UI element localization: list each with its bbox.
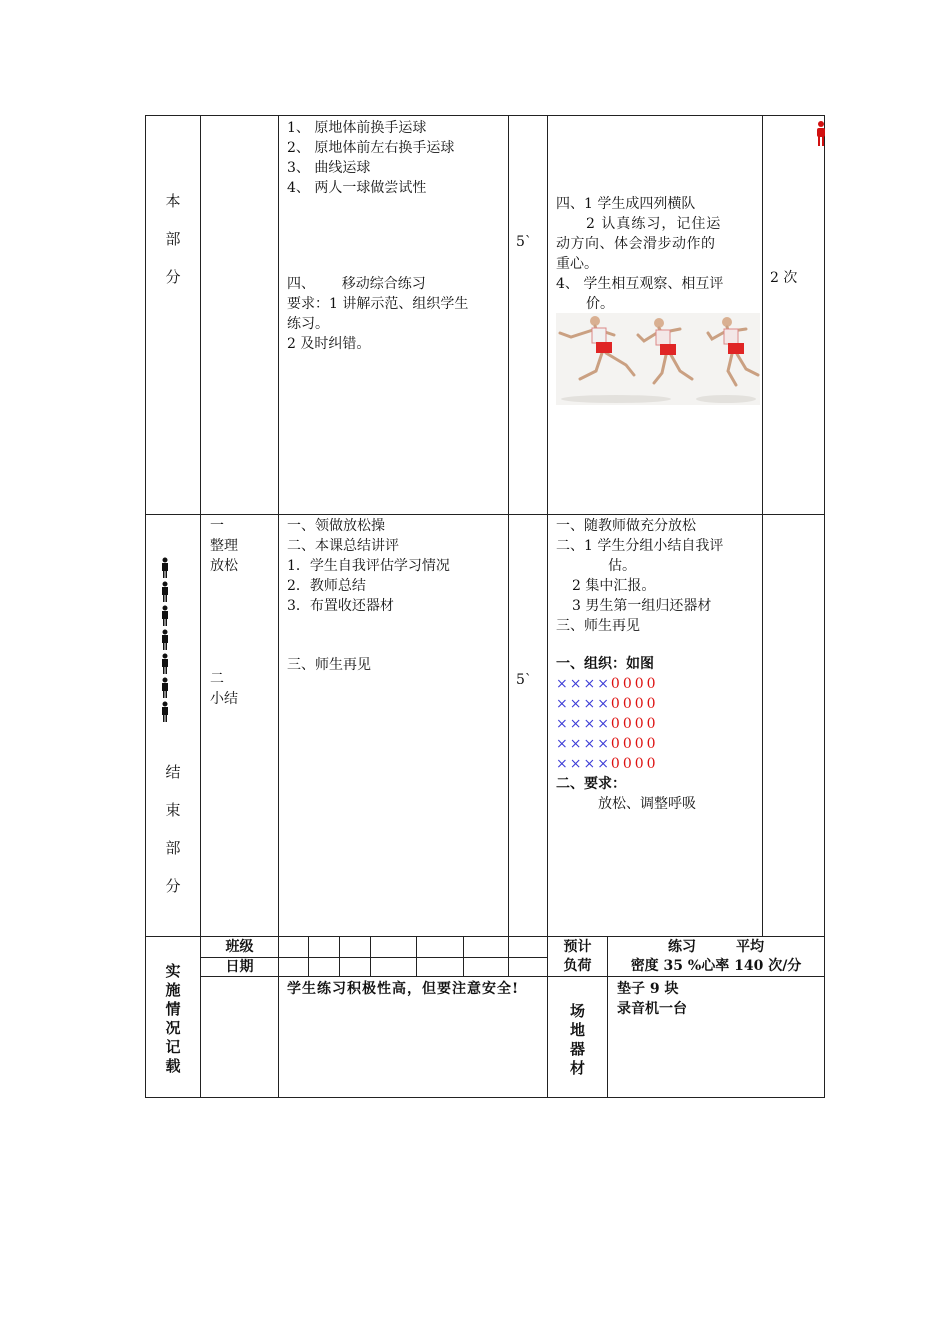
formation-zeros: 0000 (610, 696, 659, 712)
student-line: 二、1 学生分组小结自我评 (556, 538, 724, 554)
record-section-label (146, 962, 200, 1076)
col-divider-5 (762, 115, 763, 937)
label-char: 地 (569, 1021, 585, 1039)
student-line: 估。 (608, 558, 636, 574)
sub-label-line: 整理 (210, 538, 238, 554)
label-char: 材 (569, 1059, 585, 1077)
formation-zeros: 0000 (610, 736, 659, 752)
student-line: 3 男生第一组归还器材 (572, 598, 712, 614)
formation-row (556, 694, 696, 714)
load-line-1 (608, 938, 824, 957)
load-label-line: 预计 (563, 939, 592, 955)
org-line: 四、1 学生成四列横队 (556, 196, 696, 212)
class-grid-col (339, 936, 340, 977)
label-char: 场 (569, 1002, 585, 1020)
teacher-farewell: 三、师生再见 (287, 657, 371, 673)
person-icon (162, 702, 168, 723)
person-icon (162, 582, 168, 603)
formation-crosses: ×××× (556, 676, 611, 692)
label-char: 器 (569, 1040, 585, 1058)
formation-zeros: 0000 (610, 716, 659, 732)
sub-label-line: 放松 (210, 558, 238, 574)
student-figures-column (160, 557, 170, 731)
repetition-count: 2 次 (770, 270, 798, 286)
sub-label-line: 一 (210, 518, 224, 534)
requirement-line: 练习。 (287, 316, 329, 332)
content-line: 4、 两人一球做尝试性 (287, 180, 427, 196)
org-line: 价。 (586, 296, 614, 312)
org-line: 重心。 (556, 256, 598, 272)
equipment-list (617, 979, 687, 1019)
label-char: 本 (165, 192, 181, 210)
org-line: 4、 学生相互观察、相互评 (556, 276, 724, 292)
move-practice-block (287, 274, 468, 354)
org-heading: 一、组织：如图 (556, 656, 654, 672)
table-border-top (145, 115, 825, 116)
table-border-right (824, 115, 825, 1098)
load-label (548, 938, 607, 976)
row-divider-2 (145, 936, 825, 937)
teacher-line: 3．布置收还器材 (287, 598, 394, 614)
content-line: 1、 原地体前换手运球 (287, 120, 427, 136)
person-icon (162, 630, 168, 651)
person-icon (162, 558, 168, 579)
implementation-note: 学生练习积极性高，但要注意安全! (287, 981, 520, 997)
teacher-line: 2．教师总结 (287, 578, 366, 594)
label-char: 部 (165, 230, 181, 248)
formation-row (556, 714, 696, 734)
sub-label-summary (210, 669, 238, 709)
class-grid-col (508, 936, 509, 977)
equipment-item: 录音机一台 (617, 1001, 687, 1017)
expected-load (608, 938, 824, 976)
row-divider-1 (145, 514, 825, 515)
content-line: 2、 原地体前左右换手运球 (287, 140, 455, 156)
student-line: 三、师生再见 (556, 618, 640, 634)
formation-row (556, 734, 696, 754)
formation-crosses: ×××× (556, 696, 611, 712)
person-icons (160, 557, 170, 727)
formation-crosses: ×××× (556, 756, 611, 772)
person-icon (162, 654, 168, 675)
student-line: 2 集中汇报。 (572, 578, 656, 594)
sub-label-line: 小结 (210, 691, 238, 707)
requirement-line: 要求：1 讲解示范、组织学生 (287, 296, 469, 312)
main-organization (556, 194, 756, 314)
teacher-line: 一、领做放松操 (287, 518, 385, 534)
req-heading: 二、要求： (556, 776, 626, 792)
equipment-item: 垫子 9 块 (617, 981, 679, 997)
row-divider-3 (200, 976, 825, 977)
formation-crosses: ×××× (556, 716, 611, 732)
main-section-label (146, 182, 200, 296)
formation-zeros: 0000 (610, 756, 659, 772)
end-student-content (556, 516, 723, 636)
label-char: 记 (165, 1038, 181, 1056)
person-marker-icon (815, 121, 827, 147)
col-divider-3 (508, 115, 509, 937)
formation-row (556, 754, 696, 774)
load-line-2: 密度 35 %心率 140 次/分 (630, 958, 802, 974)
label-char: 束 (165, 801, 181, 819)
formation-row (556, 674, 696, 694)
sub-label-relax (210, 516, 238, 576)
label-char: 情 (165, 1000, 181, 1018)
label-char: 载 (165, 1057, 181, 1075)
org-line: 2 认真练习，记住运 (586, 216, 722, 232)
venue-label (548, 1002, 607, 1078)
teacher-line: 1．学生自我评估学习情况 (287, 558, 450, 574)
main-content-list (287, 118, 454, 198)
class-grid-col (416, 936, 417, 977)
running-students-illustration (556, 313, 760, 405)
content-line: 3、 曲线运球 (287, 160, 371, 176)
end-section-label (146, 753, 200, 905)
org-line: 动方向、体会滑步动作的 (556, 236, 716, 252)
student-line: 一、随教师做充分放松 (556, 518, 696, 534)
table-border-bottom (145, 1097, 825, 1098)
person-icon (162, 678, 168, 699)
col-divider-2 (278, 115, 279, 1098)
class-grid-col (463, 936, 464, 977)
class-grid-col (370, 936, 371, 977)
end-time: 5` (516, 672, 532, 688)
load-label-line: 负荷 (563, 958, 592, 974)
practice-label: 练习 (668, 939, 696, 955)
average-label: 平均 (736, 939, 764, 955)
label-char: 分 (165, 877, 181, 895)
formation-block (556, 654, 696, 814)
teacher-line: 二、本课总结讲评 (287, 538, 399, 554)
class-grid-col (308, 936, 309, 977)
sub-label-line: 二 (210, 671, 224, 687)
date-label: 日期 (225, 959, 254, 975)
class-label: 班级 (225, 939, 254, 955)
formation-crosses: ×××× (556, 736, 611, 752)
label-char: 分 (165, 268, 181, 286)
formation-zeros: 0000 (610, 676, 659, 692)
main-time: 5` (516, 234, 532, 250)
label-char: 部 (165, 839, 181, 857)
label-char: 施 (165, 981, 181, 999)
req-text: 放松、调整呼吸 (598, 796, 696, 812)
end-teacher-content (287, 516, 450, 616)
label-char: 结 (165, 763, 181, 781)
person-icon (162, 606, 168, 627)
label-char: 实 (165, 962, 181, 980)
requirement-line: 2 及时纠错。 (287, 336, 371, 352)
move-title: 四、 移动综合练习 (287, 276, 426, 292)
label-char: 况 (165, 1019, 181, 1037)
